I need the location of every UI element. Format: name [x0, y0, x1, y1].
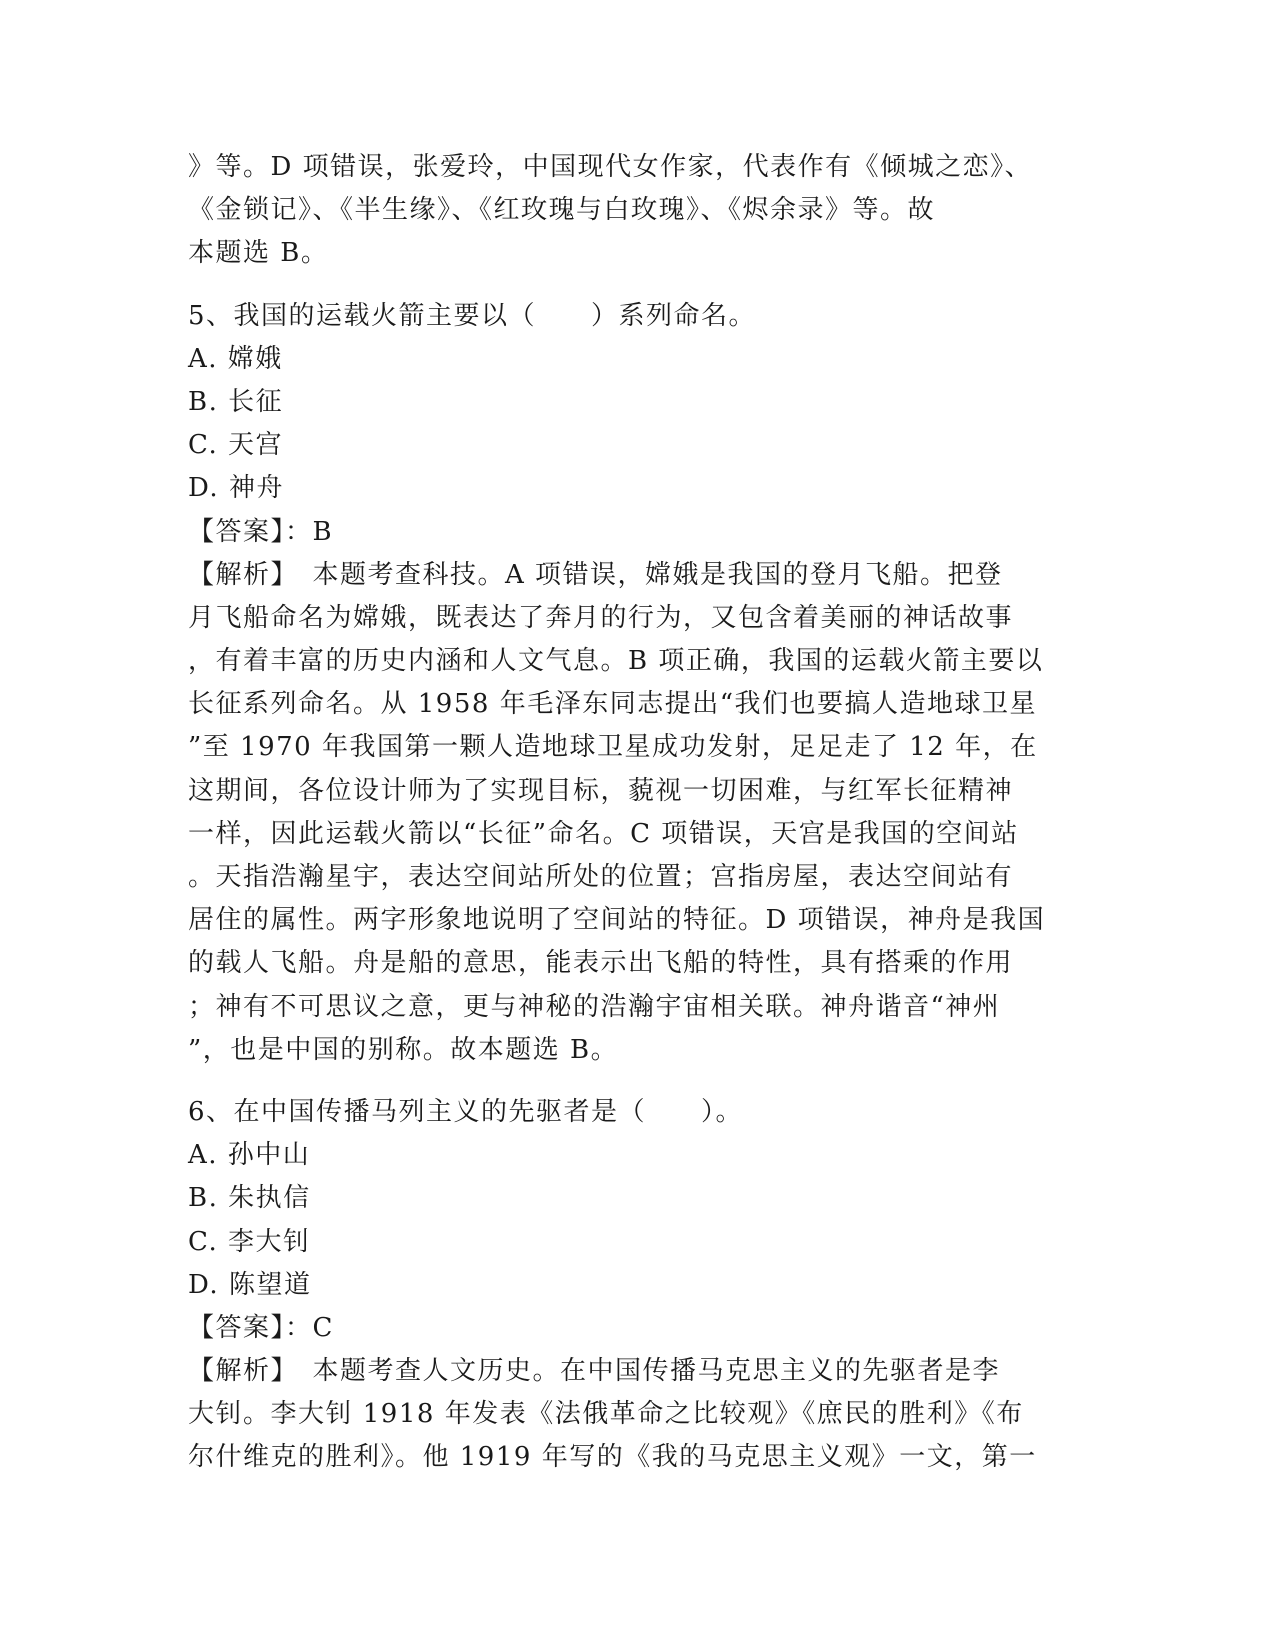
text-line: ”，也是中国的别称。故本题选 B。	[188, 1034, 619, 1065]
option-b: B. 朱执信	[188, 1183, 311, 1214]
text-line: 月飞船命名为嫦娥，既表达了奔月的行为，又包含着美丽的神话故事	[188, 602, 1014, 633]
text-line: 尔什维克的胜利》。他 1919 年写的《我的马克思主义观》一文，第一	[188, 1442, 1037, 1473]
text-line: 本题选 B。	[188, 238, 329, 269]
option-c: C. 天宫	[188, 430, 283, 461]
option-b: B. 长征	[188, 386, 284, 417]
document-body	[188, 146, 1078, 1480]
question-6	[188, 1091, 1078, 1480]
text-line: 。天指浩瀚星宇，表达空间站所处的位置；宫指房屋，表达空间站有	[188, 862, 1014, 892]
text-line: ；神有不可思议之意，更与神秘的浩瀚宇宙相关联。神舟谐音“神州	[188, 991, 1001, 1022]
question-stem: 6、在中国传播马列主义的先驱者是（ ）。	[188, 1096, 744, 1127]
analysis-paragraph	[188, 554, 1078, 1072]
previous-analysis-continuation	[188, 146, 1078, 276]
text-line: 【解析】 本题考查人文历史。在中国传播马克思主义的先驱者是李	[188, 1356, 1001, 1387]
option-d: D. 神舟	[188, 473, 284, 504]
option-d: D. 陈望道	[188, 1269, 312, 1300]
answer-line: 【答案】：C	[188, 1312, 334, 1343]
text-line: 【解析】 本题考查科技。A 项错误，嫦娥是我国的登月飞船。把登	[188, 559, 1003, 590]
text-line: 居住的属性。两字形象地说明了空间站的特征。D 项错误，神舟是我国	[188, 905, 1046, 936]
analysis-paragraph	[188, 1350, 1078, 1480]
answer-line: 【答案】：B	[188, 516, 334, 547]
text-line: 长征系列命名。从 1958 年毛泽东同志提出“我们也要搞人造地球卫星	[188, 689, 1037, 720]
question-5	[188, 295, 1078, 1072]
option-a: A. 孙中山	[188, 1140, 311, 1171]
text-line: ，有着丰富的历史内涵和人文气息。B 项正确，我国的运载火箭主要以	[188, 646, 1044, 677]
option-a: A. 嫦娥	[188, 343, 283, 374]
text-line: 的载人飞船。舟是船的意思，能表示出飞船的特性，具有搭乘的作用	[188, 948, 1014, 979]
text-line: 这期间，各位设计师为了实现目标，藐视一切困难，与红军长征精神	[188, 775, 1014, 806]
text-line: ”至 1970 年我国第一颗人造地球卫星成功发射，足足走了 12 年，在	[188, 732, 1038, 763]
option-c: C. 李大钊	[188, 1226, 311, 1257]
text-line: 《金锁记》、《半生缘》、《红玫瑰与白玫瑰》、《烬余录》等。故	[188, 195, 936, 226]
text-line: 大钊。李大钊 1918 年发表《法俄革命之比较观》《庶民的胜利》《布	[188, 1399, 1024, 1430]
text-line: 》等。D 项错误，张爱玲，中国现代女作家，代表作有《倾城之恋》、	[188, 152, 1033, 182]
text-line: 一样，因此运载火箭以“长征”命名。C 项错误，天宫是我国的空间站	[188, 818, 1019, 849]
question-stem: 5、我国的运载火箭主要以（ ）系列命名。	[188, 300, 757, 331]
